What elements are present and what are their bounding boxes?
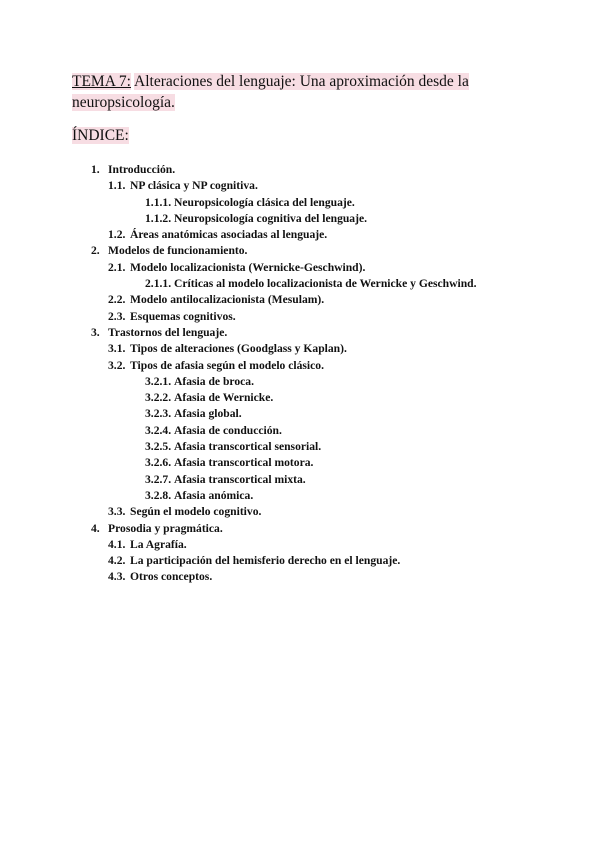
toc-item-text: Afasia de Wernicke. xyxy=(174,391,274,405)
toc-item-number: 1.1.1. xyxy=(145,195,172,209)
toc-item-number: 2.3. xyxy=(108,309,126,323)
toc-item-number: 1.2. xyxy=(108,228,126,242)
tema-title-text: Alteraciones del lenguaje: Una aproximación desde la neuropsicología. xyxy=(72,73,469,111)
toc-item-text: La participación del hemisferio derecho en el lenguaje. xyxy=(130,554,401,568)
toc-item-level-2 xyxy=(0,504,600,520)
toc-item-level-2 xyxy=(0,358,600,374)
toc-item-text: Según el modelo cognitivo. xyxy=(130,505,262,519)
toc-item-level-3 xyxy=(0,472,600,488)
toc-item-level-3 xyxy=(0,455,600,471)
toc-item-number: 4.2. xyxy=(108,554,126,568)
toc-item-text: Afasia de conducción. xyxy=(174,423,282,437)
toc-item-text: Áreas anatómicas asociadas al lenguaje. xyxy=(130,228,328,242)
toc-item-level-2 xyxy=(0,227,600,243)
toc-item-level-1 xyxy=(0,162,600,178)
toc-item-level-2 xyxy=(0,309,600,325)
toc-item-number: 3.2.4. xyxy=(145,423,172,437)
toc-item-text: Trastornos del lenguaje. xyxy=(108,325,228,339)
toc-item-number: 1. xyxy=(91,163,100,176)
table-of-contents xyxy=(0,162,600,586)
toc-item-number: 1.1.2. xyxy=(145,211,172,225)
toc-item-level-1 xyxy=(0,521,600,537)
toc-item-number: 3. xyxy=(91,325,100,339)
toc-item-level-2 xyxy=(0,569,600,585)
toc-item-text: Introducción. xyxy=(108,163,176,176)
toc-item-number: 2.1. xyxy=(108,260,126,274)
toc-item-level-3 xyxy=(0,423,600,439)
toc-item-text: Afasia anómica. xyxy=(174,488,254,502)
toc-item-level-3 xyxy=(0,276,600,292)
toc-item-level-2 xyxy=(0,341,600,357)
toc-item-text: Modelos de funcionamiento. xyxy=(108,244,248,258)
toc-item-text: Neuropsicología cognitiva del lenguaje. xyxy=(174,211,368,225)
toc-item-number: 1.1. xyxy=(108,179,126,193)
toc-item-level-3 xyxy=(0,195,600,211)
toc-item-level-2 xyxy=(0,553,600,569)
toc-item-text: Afasia transcortical mixta. xyxy=(174,472,306,486)
toc-item-level-3 xyxy=(0,390,600,406)
toc-item-number: 3.2.5. xyxy=(145,440,172,454)
toc-item-level-2 xyxy=(0,537,600,553)
toc-item-number: 3.2.2. xyxy=(145,391,172,405)
toc-item-number: 3.2.1. xyxy=(145,374,172,388)
tema-label: TEMA 7: xyxy=(72,73,131,90)
toc-item-text: Tipos de alteraciones (Goodglass y Kaplan). xyxy=(130,342,347,356)
toc-item-number: 3.2.8. xyxy=(145,488,172,502)
toc-item-level-1 xyxy=(0,243,600,259)
toc-item-text: Otros conceptos. xyxy=(130,570,213,584)
toc-item-number: 3.2.3. xyxy=(145,407,172,421)
toc-item-level-1 xyxy=(0,325,600,341)
toc-item-text: Afasia transcortical motora. xyxy=(174,456,314,470)
toc-item-number: 4.3. xyxy=(108,570,126,584)
toc-item-text: NP clásica y NP cognitiva. xyxy=(130,179,258,193)
toc-item-text: Prosodia y pragmática. xyxy=(108,521,223,535)
index-heading-text: ÍNDICE: xyxy=(72,127,129,144)
toc-item-text: Críticas al modelo localizacionista de Wernicke y Geschwind. xyxy=(174,277,477,291)
toc-item-level-3 xyxy=(0,406,600,422)
toc-item-number: 4.1. xyxy=(108,537,126,551)
toc-item-text: Afasia transcortical sensorial. xyxy=(174,440,322,454)
toc-item-level-3 xyxy=(0,488,600,504)
toc-item-text: Afasia de broca. xyxy=(174,374,254,388)
toc-item-number: 2.2. xyxy=(108,293,126,307)
toc-item-text: Neuropsicología clásica del lenguaje. xyxy=(174,195,355,209)
toc-item-level-3 xyxy=(0,439,600,455)
toc-item-text: Afasia global. xyxy=(174,407,242,421)
toc-item-number: 4. xyxy=(91,521,100,535)
toc-item-level-3 xyxy=(0,211,600,227)
toc-item-level-2 xyxy=(0,260,600,276)
toc-item-text: La Agrafía. xyxy=(130,537,187,551)
toc-item-number: 2. xyxy=(91,244,100,258)
toc-item-level-2 xyxy=(0,292,600,308)
toc-item-text: Tipos de afasia según el modelo clásico. xyxy=(130,358,324,372)
toc-item-number: 3.2. xyxy=(108,358,126,372)
toc-item-level-2 xyxy=(0,178,600,194)
toc-item-number: 3.1. xyxy=(108,342,126,356)
toc-item-number: 3.2.7. xyxy=(145,472,172,486)
toc-item-number: 3.3. xyxy=(108,505,126,519)
document-title xyxy=(72,71,492,113)
toc-item-text: Modelo antilocalizacionista (Mesulam). xyxy=(130,293,325,307)
toc-item-text: Esquemas cognitivos. xyxy=(130,309,236,323)
index-heading xyxy=(72,126,129,146)
toc-item-text: Modelo localizacionista (Wernicke-Geschwind). xyxy=(130,260,366,274)
toc-item-number: 3.2.6. xyxy=(145,456,172,470)
toc-item-number: 2.1.1. xyxy=(145,277,172,291)
toc-item-level-3 xyxy=(0,374,600,390)
